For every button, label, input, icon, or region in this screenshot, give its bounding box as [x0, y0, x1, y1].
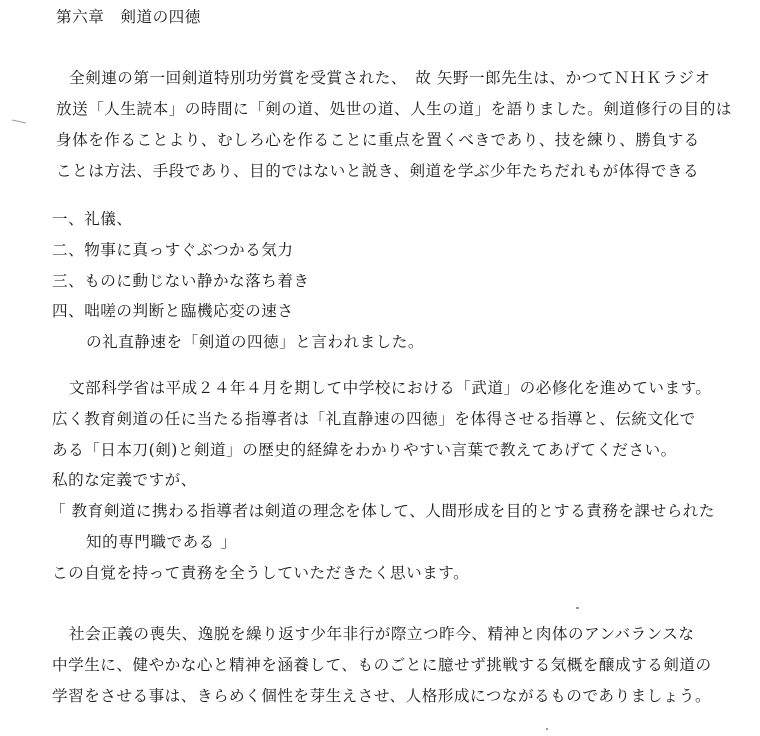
text-line: 身体を作ることより、むしろ心を作ることに重点を置くべきであり、技を練り、勝負する: [56, 131, 700, 149]
text-line: 学習をさせる事は、きらめく個性を芽生えさせ、人格形成につながるものでありましょう。: [52, 687, 712, 705]
text-line: 中学生に、健やかな心と精神を涵養して、ものごとに臆せず挑戦する気概を醸成する剣道の: [52, 656, 712, 674]
awareness-line: この自覚を持って責務を全うしていただきたく思います。: [52, 564, 470, 582]
text-line: 私的な定義ですが、: [52, 471, 197, 489]
text-line: 広く教育剣道の任に当たる指導者は「礼直静速の四徳」を体得させる指導と、伝統文化で: [52, 410, 696, 428]
text-line: 社会正義の喪失、逸脱を繰り返す少年非行が際立つ昨今、精神と肉体のアンバランスな: [69, 625, 695, 643]
scan-mark: [12, 120, 26, 124]
list-item: 二、物事に真っすぐぶつかる気力: [52, 241, 294, 259]
scan-mark: [576, 607, 579, 609]
virtues-conclusion: の礼直静速を「剣道の四徳」と言われました。: [86, 333, 424, 351]
list-item: 三、ものに動じない静かな落ち着き: [52, 272, 310, 290]
text-line: ある「日本刀(剣)と剣道」の歴史的経緯をわかりやすい言葉で教えてあげてください。: [52, 441, 677, 459]
text-line: 全剣連の第一回剣道特別功労賞を受賞された、 故 矢野一郎先生は、かつてＮＨＫラジオ: [69, 69, 711, 87]
scan-mark: [546, 728, 548, 730]
quote-line: 「 教育剣道に携わる指導者は剣道の理念を体して、人間形成を目的とする責務を課せられた: [50, 502, 715, 520]
text-line: 放送「人生読本」の時間に「剣の道、処世の道、人生の道」を語りました。剣道修行の目的は: [56, 100, 732, 118]
list-item: 一、礼儀、: [52, 210, 133, 228]
chapter-title: 第六章 剣道の四徳: [56, 8, 201, 26]
text-line: 文部科学省は平成２４年４月を期して中学校における「武道」の必修化を進めています。: [69, 379, 712, 397]
list-item: 四、咄嗟の判断と臨機応変の速さ: [52, 302, 294, 320]
text-line: ことは方法、手段であり、目的ではないと説き、剣道を学ぶ少年たちだれもが体得できる: [56, 162, 700, 180]
quote-line: 知的専門職である 」: [86, 533, 237, 551]
